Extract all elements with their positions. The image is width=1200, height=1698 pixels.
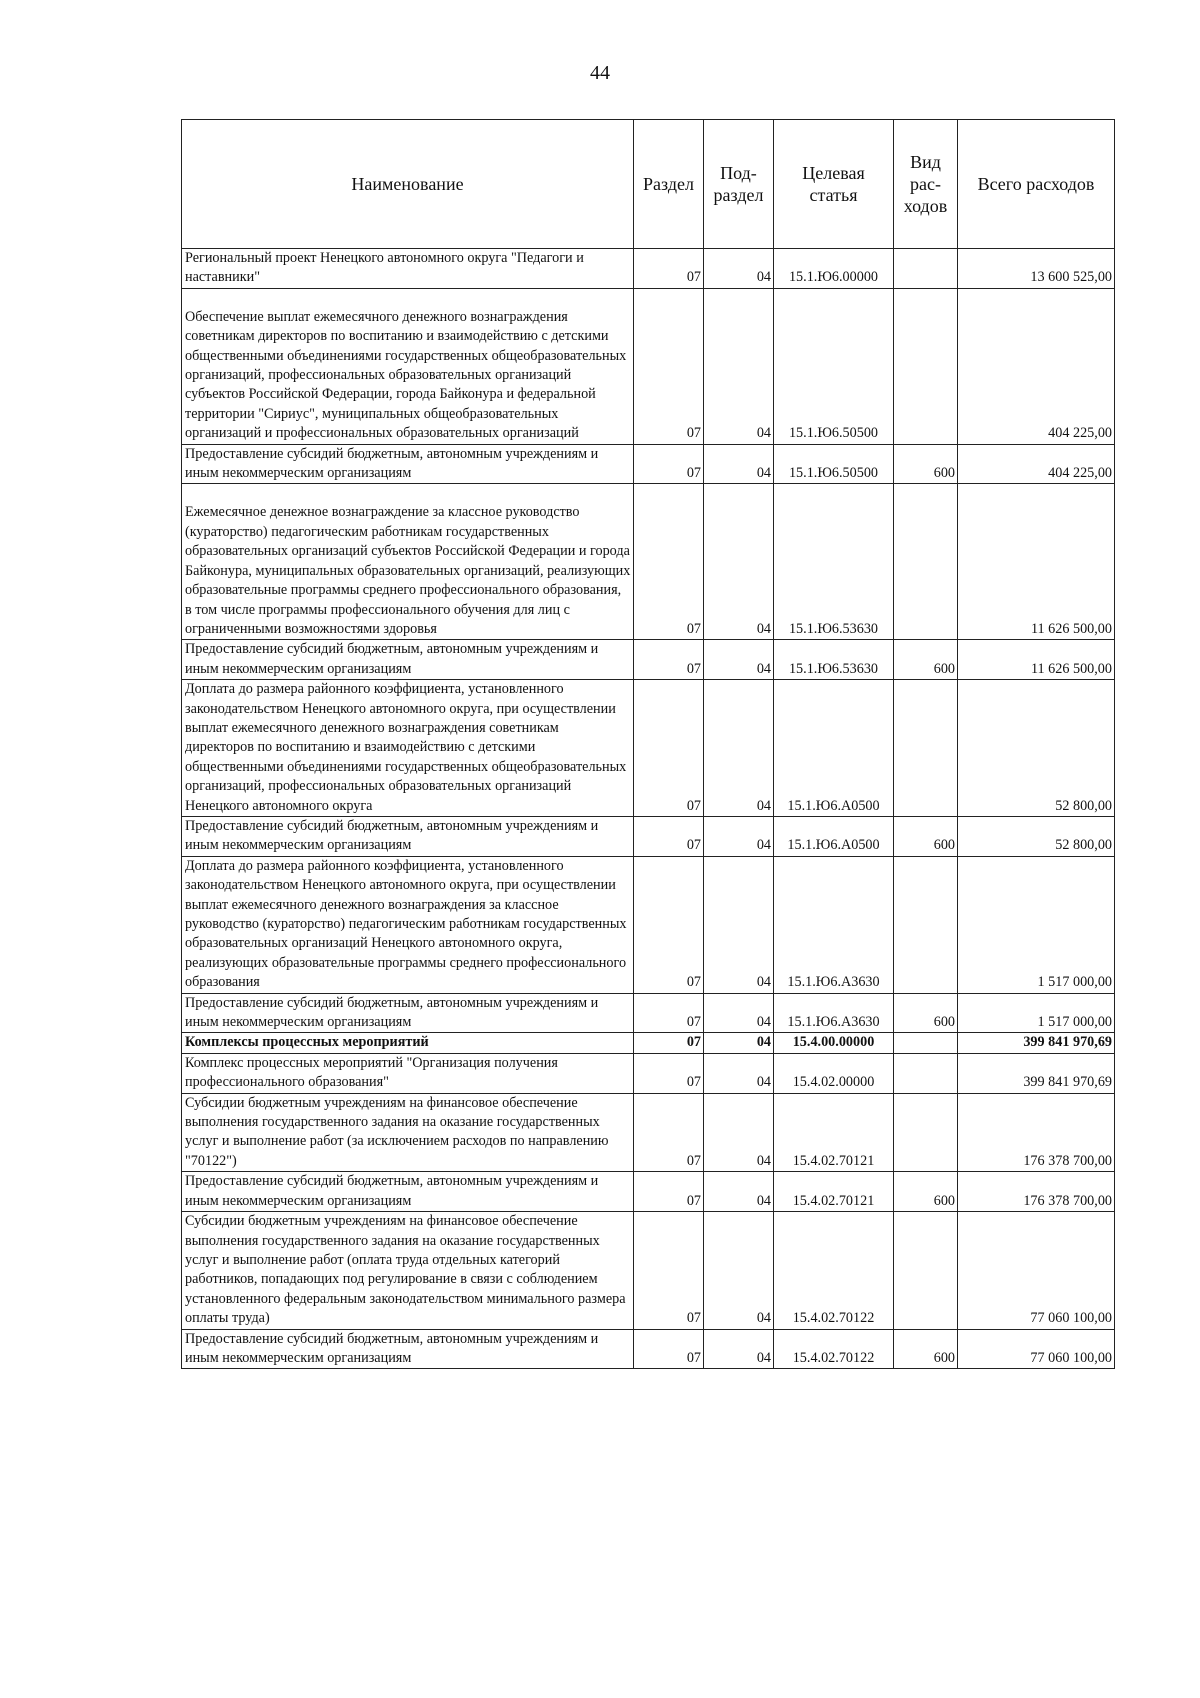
cell-section: 07 [634,249,704,289]
cell-expense-type: 600 [894,816,958,856]
cell-name: Предоставление субсидий бюджетным, автономным учреждениям и иным некоммерческим организациям [182,816,634,856]
cell-total: 13 600 525,00 [958,249,1115,289]
cell-total: 52 800,00 [958,680,1115,817]
cell-name: Комплексы процессных мероприятий [182,1033,634,1053]
cell-name: Предоставление субсидий бюджетным, автономным учреждениям и иным некоммерческим организациям [182,993,634,1033]
cell-expense-type [894,856,958,993]
cell-subsection: 04 [704,1329,774,1369]
cell-subsection: 04 [704,816,774,856]
cell-expense-type: 600 [894,444,958,484]
table-row [182,1053,1115,1093]
cell-total: 52 800,00 [958,816,1115,856]
cell-section: 07 [634,1033,704,1053]
table-row [182,1172,1115,1212]
table-row [182,1212,1115,1329]
cell-subsection: 04 [704,1033,774,1053]
cell-target-article: 15.4.02.70121 [774,1093,894,1172]
cell-name: Предоставление субсидий бюджетным, автономным учреждениям и иным некоммерческим организациям [182,1329,634,1369]
cell-name: Доплата до размера районного коэффициента, установленного законодательством Ненецкого автономного округа, при осуществлении выплат ежемесячного денежного вознаграждения советникам директоров по воспитанию и взаимодействию с детскими общественными объединениями государственных общеобразовательных организаций, профессиональных образовательных организаций Ненецкого автономного округа [182,680,634,817]
header-total-expenses: Всего расходов [958,120,1115,249]
cell-expense-type: 600 [894,640,958,680]
cell-section: 07 [634,1053,704,1093]
cell-subsection: 04 [704,288,774,444]
cell-section: 07 [634,993,704,1033]
cell-target-article: 15.4.02.70122 [774,1212,894,1329]
table-row [182,1033,1115,1053]
cell-subsection: 04 [704,1053,774,1093]
cell-total: 404 225,00 [958,288,1115,444]
table-header-row [182,120,1115,249]
cell-total: 1 517 000,00 [958,993,1115,1033]
cell-total: 176 378 700,00 [958,1172,1115,1212]
table-row [182,484,1115,640]
cell-section: 07 [634,1329,704,1369]
header-expense-type: Вид рас- ходов [894,120,958,249]
header-target-article: Целевая статья [774,120,894,249]
cell-expense-type: 600 [894,993,958,1033]
cell-target-article: 15.1.Ю6.А0500 [774,816,894,856]
cell-section: 07 [634,856,704,993]
cell-target-article: 15.1.Ю6.53630 [774,484,894,640]
cell-name: Субсидии бюджетным учреждениям на финансовое обеспечение выполнения государственного задания на оказание государственных услуг и выполнение работ (оплата труда отдельных категорий работников, попадающих под регулирование в связи с соблюдением установленного федеральным законодательством минимального размера оплаты труда) [182,1212,634,1329]
cell-subsection: 04 [704,993,774,1033]
cell-target-article: 15.4.02.70121 [774,1172,894,1212]
cell-subsection: 04 [704,1172,774,1212]
cell-target-article: 15.1.Ю6.53630 [774,640,894,680]
cell-target-article: 15.1.Ю6.А0500 [774,680,894,817]
table-row [182,856,1115,993]
cell-subsection: 04 [704,680,774,817]
cell-total: 176 378 700,00 [958,1093,1115,1172]
cell-target-article: 15.1.Ю6.50500 [774,444,894,484]
table-row [182,1329,1115,1369]
cell-expense-type: 600 [894,1172,958,1212]
cell-name: Обеспечение выплат ежемесячного денежного вознаграждения советникам директоров по воспитанию и взаимодействию с детскими общественными объединениями государственных общеобразовательных организаций, профессиональных образовательных организаций субъектов Российской Федерации, города Байконура и федеральной территории "Сириус", муниципальных общеобразовательных организаций и профессиональных образовательных организаций [182,288,634,444]
cell-subsection: 04 [704,640,774,680]
cell-target-article: 15.1.Ю6.А3630 [774,856,894,993]
table-row [182,444,1115,484]
cell-expense-type: 600 [894,1329,958,1369]
cell-section: 07 [634,484,704,640]
page-number: 44 [590,62,610,84]
cell-section: 07 [634,288,704,444]
cell-subsection: 04 [704,249,774,289]
cell-total: 399 841 970,69 [958,1053,1115,1093]
cell-name: Комплекс процессных мероприятий "Организация получения профессионального образования" [182,1053,634,1093]
cell-subsection: 04 [704,1212,774,1329]
cell-total: 404 225,00 [958,444,1115,484]
table-row [182,993,1115,1033]
cell-name: Субсидии бюджетным учреждениям на финансовое обеспечение выполнения государственного задания на оказание государственных услуг и выполнение работ (за исключением расходов по направлению "70122") [182,1093,634,1172]
cell-section: 07 [634,444,704,484]
cell-total: 11 626 500,00 [958,484,1115,640]
header-section: Раздел [634,120,704,249]
cell-name: Региональный проект Ненецкого автономного округа "Педагоги и наставники" [182,249,634,289]
cell-total: 399 841 970,69 [958,1033,1115,1053]
cell-section: 07 [634,1172,704,1212]
cell-name: Ежемесячное денежное вознаграждение за классное руководство (кураторство) педагогическим работникам государственных образовательных организаций субъектов Российской Федерации и города Байконура, муниципальных образовательных организаций, реализующих образовательные программы среднего профессионального образования, в том числе программы профессионального обучения для лиц с ограниченными возможностями здоровья [182,484,634,640]
table-row [182,680,1115,817]
cell-target-article: 15.1.Ю6.А3630 [774,993,894,1033]
cell-name: Предоставление субсидий бюджетным, автономным учреждениям и иным некоммерческим организациям [182,640,634,680]
cell-total: 77 060 100,00 [958,1212,1115,1329]
cell-expense-type [894,680,958,817]
cell-target-article: 15.1.Ю6.00000 [774,249,894,289]
table-body [182,249,1115,1369]
cell-expense-type [894,1212,958,1329]
cell-target-article: 15.4.02.70122 [774,1329,894,1369]
cell-subsection: 04 [704,484,774,640]
cell-section: 07 [634,640,704,680]
cell-total: 77 060 100,00 [958,1329,1115,1369]
cell-subsection: 04 [704,1093,774,1172]
cell-name: Предоставление субсидий бюджетным, автономным учреждениям и иным некоммерческим организациям [182,444,634,484]
cell-expense-type [894,249,958,289]
cell-subsection: 04 [704,856,774,993]
cell-target-article: 15.4.02.00000 [774,1053,894,1093]
cell-total: 1 517 000,00 [958,856,1115,993]
cell-section: 07 [634,1212,704,1329]
cell-expense-type [894,1033,958,1053]
cell-name: Доплата до размера районного коэффициента, установленного законодательством Ненецкого автономного округа, при осуществлении выплат ежемесячного денежного вознаграждения за классное руководство (кураторство) педагогическим работникам государственных образовательных организаций Ненецкого автономного округа, реализующих образовательные программы среднего профессионального образования [182,856,634,993]
cell-total: 11 626 500,00 [958,640,1115,680]
table-row [182,640,1115,680]
cell-name: Предоставление субсидий бюджетным, автономным учреждениям и иным некоммерческим организациям [182,1172,634,1212]
cell-section: 07 [634,1093,704,1172]
cell-section: 07 [634,816,704,856]
cell-expense-type [894,484,958,640]
cell-section: 07 [634,680,704,817]
table-row [182,288,1115,444]
budget-table [181,119,1115,1369]
header-name: Наименование [182,120,634,249]
table-row [182,249,1115,289]
cell-target-article: 15.4.00.00000 [774,1033,894,1053]
cell-expense-type [894,288,958,444]
header-subsection: Под- раздел [704,120,774,249]
cell-subsection: 04 [704,444,774,484]
cell-expense-type [894,1053,958,1093]
table-row [182,1093,1115,1172]
cell-target-article: 15.1.Ю6.50500 [774,288,894,444]
table-row [182,816,1115,856]
cell-expense-type [894,1093,958,1172]
